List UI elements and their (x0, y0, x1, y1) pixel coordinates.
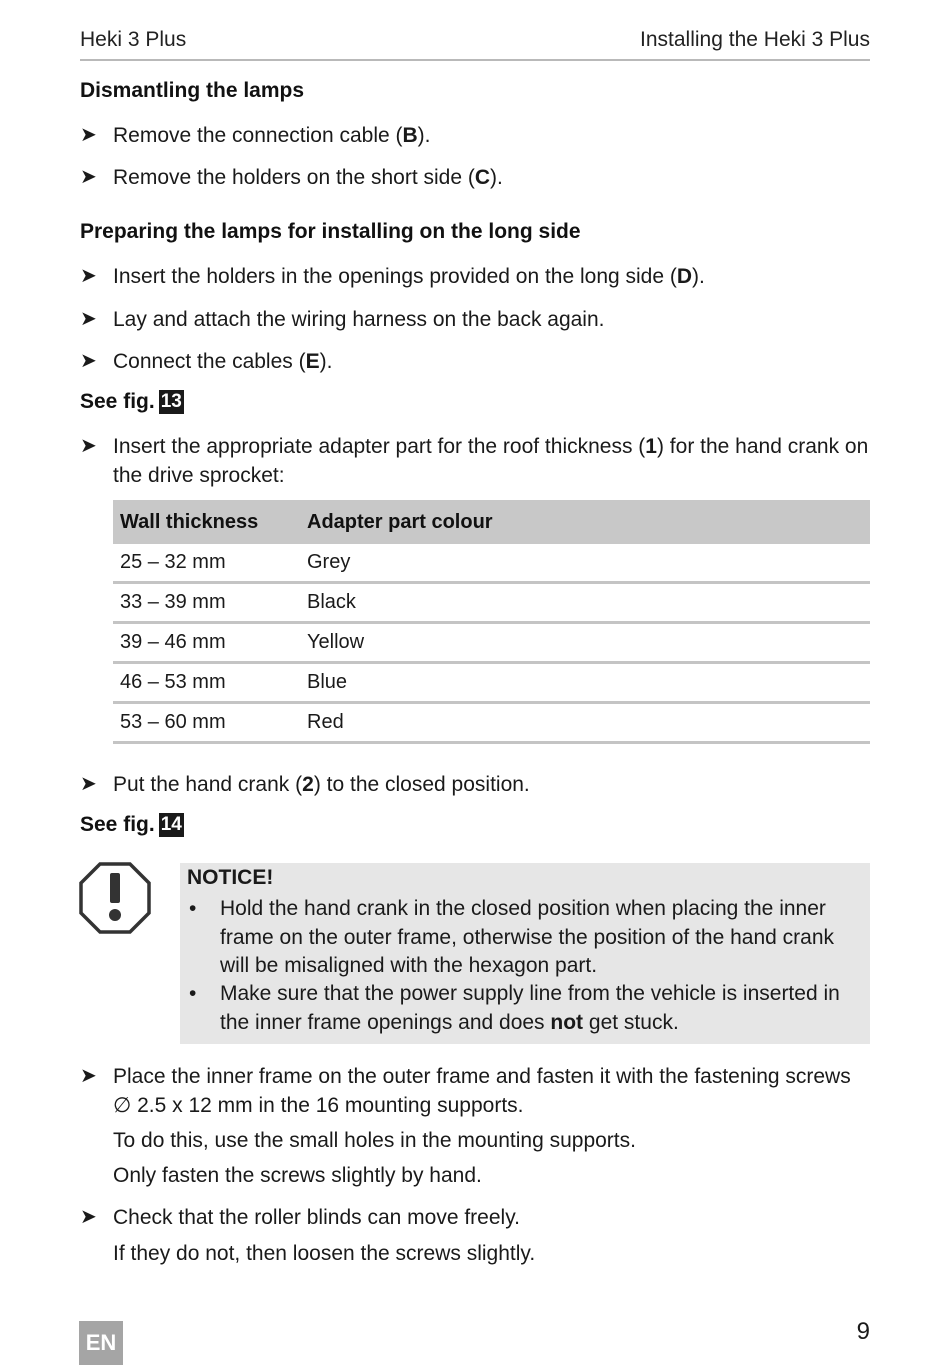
blinds-note: If they do not, then loosen the screws slightly. (113, 1242, 536, 1265)
heading-preparing: Preparing the lamps for installing on the long side (80, 220, 581, 243)
notice-warning-icon (79, 862, 151, 934)
see-fig-13: See fig. 13 (80, 390, 182, 413)
header-right: Installing the Heki 3 Plus (640, 28, 870, 51)
table-cell: Grey (300, 544, 870, 583)
table-cell: Yellow (300, 623, 870, 663)
frame-note-holes: To do this, use the small holes in the mounting supports. (113, 1129, 636, 1152)
heading-dismantling: Dismantling the lamps (80, 79, 305, 102)
table-cell: 39 – 46 mm (113, 623, 300, 663)
table-row (113, 544, 870, 583)
page-number: 9 (856, 1318, 870, 1345)
table-cell: Red (300, 703, 870, 743)
table-row (113, 663, 870, 703)
table-cell: Blue (300, 663, 870, 703)
figure-number-badge: 14 (160, 814, 182, 835)
header-left: Heki 3 Plus (80, 28, 187, 51)
arrow-icon: ➤ (80, 124, 97, 146)
table-row (113, 703, 870, 743)
table-cell: 53 – 60 mm (113, 703, 300, 743)
table-header-row (113, 500, 870, 544)
arrow-icon: ➤ (80, 265, 97, 287)
table-cell: 33 – 39 mm (113, 583, 300, 623)
arrow-icon: ➤ (80, 435, 97, 457)
arrow-icon: ➤ (80, 166, 97, 188)
bullet-dot: • (189, 897, 197, 920)
header-divider (80, 59, 870, 61)
arrow-icon: ➤ (80, 1065, 97, 1087)
arrow-icon: ➤ (80, 308, 97, 330)
see-fig-14: See fig. 14 (80, 813, 182, 836)
language-badge: EN (79, 1321, 123, 1365)
arrow-icon: ➤ (80, 1206, 97, 1228)
bullet-dot: • (189, 982, 197, 1005)
table-cell: Black (300, 583, 870, 623)
arrow-icon: ➤ (80, 773, 97, 795)
notice-title: NOTICE! (187, 866, 274, 889)
arrow-icon: ➤ (80, 350, 97, 372)
table-cell: 25 – 32 mm (113, 544, 300, 583)
figure-number-badge: 13 (160, 391, 182, 412)
table-row (113, 583, 870, 623)
col-wall-thickness: Wall thickness (113, 500, 300, 544)
col-adapter-colour: Adapter part colour (300, 500, 870, 544)
frame-note-fasten: Only fasten the screws slightly by hand. (113, 1164, 482, 1187)
table-row (113, 623, 870, 663)
adapter-table (113, 500, 870, 744)
table-cell: 46 – 53 mm (113, 663, 300, 703)
